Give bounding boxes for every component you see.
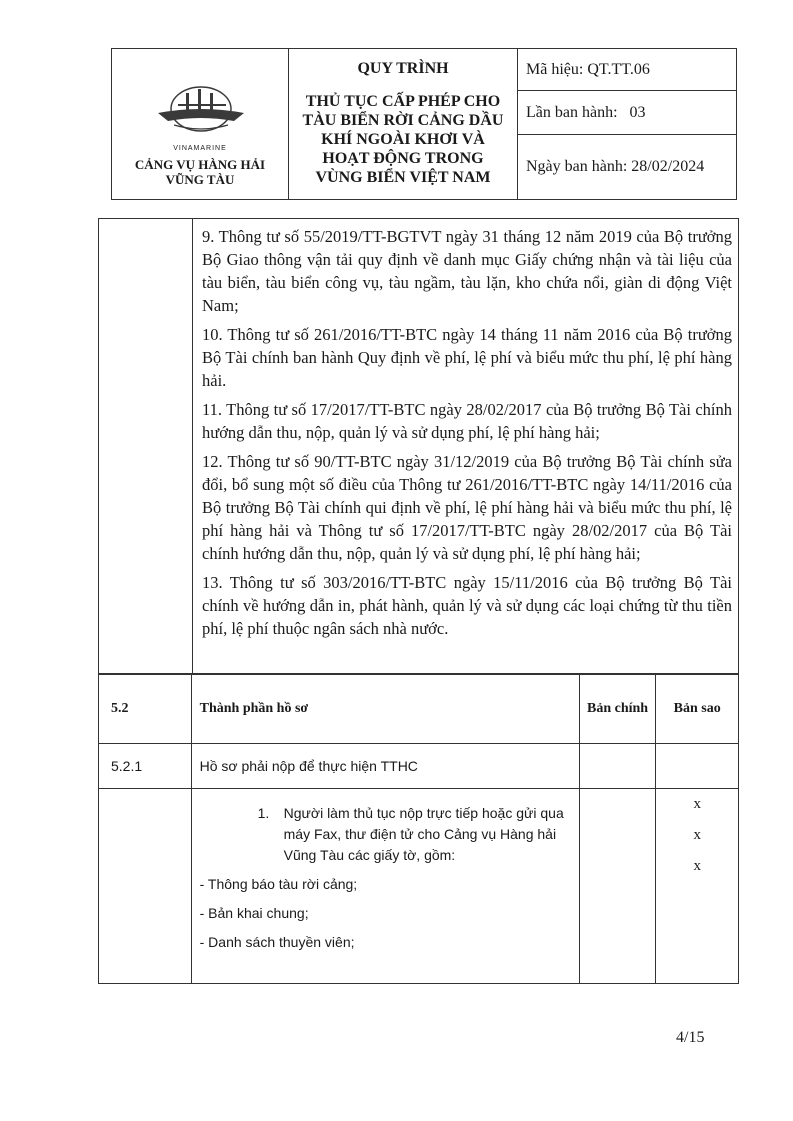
copy-mark: x <box>693 827 701 843</box>
legal-basis-box <box>98 218 739 674</box>
procedure-title-line: TÀU BIỂN RỜI CẢNG DẦU <box>302 112 504 129</box>
org-small-label: VINAMARINE <box>173 145 227 152</box>
legal-item: 10. Thông tư số 261/2016/TT-BTC ngày 14 tháng 11 năm 2016 của Bộ trưởng Bộ Tài chính ban hành Quy định về phí, lệ phí và biểu mức thu phí, lệ phí hàng hải. <box>202 325 732 390</box>
column-divider <box>192 219 193 673</box>
sub-title: Hồ sơ phải nộp để thực hiện TTHC <box>191 744 579 789</box>
procedure-title-line: KHÍ NGOÀI KHƠI VÀ <box>321 131 485 148</box>
table-header-row <box>99 675 739 744</box>
procedure-title-line: VÙNG BIỂN VIỆT NAM <box>315 169 491 186</box>
procedure-label: QUY TRÌNH <box>357 60 449 77</box>
org-name <box>112 157 288 187</box>
empty-cell <box>579 744 656 789</box>
documents-table <box>98 674 739 984</box>
meta-cell <box>518 49 736 199</box>
org-name-line: CẢNG VỤ HÀNG HẢI <box>134 157 266 172</box>
procedure-cell <box>289 49 518 199</box>
intro-number: 1. <box>257 805 270 821</box>
table-row <box>99 789 739 984</box>
documents-list-cell <box>191 789 579 984</box>
intro-text: Người làm thủ tục nộp trực tiếp hoặc gửi qua máy Fax, thư điện tử cho Cảng vụ Hàng hải Vũng Tàu các giấy tờ, gồm: <box>283 805 564 863</box>
list-item: - Thông báo tàu rời cảng; <box>199 876 358 892</box>
intro-paragraph <box>258 803 579 866</box>
procedure-title-line: THỦ TỤC CẤP PHÉP CHO <box>305 93 501 110</box>
sub-number: 5.2.1 <box>99 744 192 789</box>
list-item: - Bản khai chung; <box>199 905 309 921</box>
section-title: Thành phần hồ sơ <box>191 675 579 744</box>
legal-item: 9. Thông tư số 55/2019/TT-BGTVT ngày 31 tháng 12 năm 2019 của Bộ trưởng Bộ Giao thông vận tải quy định về danh mục Giấy chứng nhận và tài liệu của tàu biển, tàu biển công vụ, tàu ngầm, tàu lặn, kho chứa nổi, giàn di động Việt Nam; <box>202 227 732 315</box>
list-item: - Danh sách thuyền viên; <box>199 934 355 950</box>
copy-marks-cell <box>656 789 739 984</box>
org-cell <box>112 49 289 199</box>
org-name-line: VŨNG TÀU <box>165 172 235 187</box>
legal-item: 11. Thông tư số 17/2017/TT-BTC ngày 28/02/2017 của Bộ trưởng Bộ Tài chính hướng dẫn thu, nộp, quản lý và sử dụng phí, lệ phí hàng hải; <box>202 400 732 442</box>
copy-mark: x <box>693 796 701 812</box>
legal-basis-list <box>202 225 732 646</box>
procedure-title-line: HOẠT ĐỘNG TRONG <box>322 150 484 167</box>
table-row <box>99 744 739 789</box>
empty-cell <box>579 789 656 984</box>
doc-edition: Lần ban hành: 03 <box>518 91 736 135</box>
vinamarine-logo-icon <box>156 79 246 139</box>
section-number: 5.2 <box>99 675 192 744</box>
empty-cell <box>99 789 192 984</box>
page-number: 4/15 <box>676 1029 705 1046</box>
empty-cell <box>656 744 739 789</box>
doc-date: Ngày ban hành: 28/02/2024 <box>526 158 705 175</box>
copy-mark: x <box>693 858 701 874</box>
doc-code: Mã hiệu: QT.TT.06 <box>518 49 736 91</box>
document-header <box>111 48 737 200</box>
col-original: Bản chính <box>579 675 656 744</box>
procedure-title <box>289 92 517 187</box>
legal-item: 13. Thông tư số 303/2016/TT-BTC ngày 15/11/2016 của Bộ trưởng Bộ Tài chính về hướng dẫn in, phát hành, quản lý và sử dụng các loại chứng từ thu tiền phí, lệ phí thuộc ngân sách nhà nước. <box>202 573 732 638</box>
legal-item: 12. Thông tư số 90/TT-BTC ngày 31/12/2019 của Bộ trưởng Bộ Tài chính sửa đổi, bổ sung một số điều của Thông tư 261/2016/TT-BTC ngày 14/11/2016 của Bộ trưởng Bộ Tài chính qui định về phí, lệ phí hàng hải và biểu mức thu phí, lệ phí hàng hải và Thông tư số 17/2017/TT-BTC ngày 28/02/2017 của Bộ Tài chính hướng dẫn thu, nộp, quản lý và sử dụng phí, lệ phí hàng hải; <box>202 452 732 563</box>
col-copy: Bản sao <box>656 675 739 744</box>
